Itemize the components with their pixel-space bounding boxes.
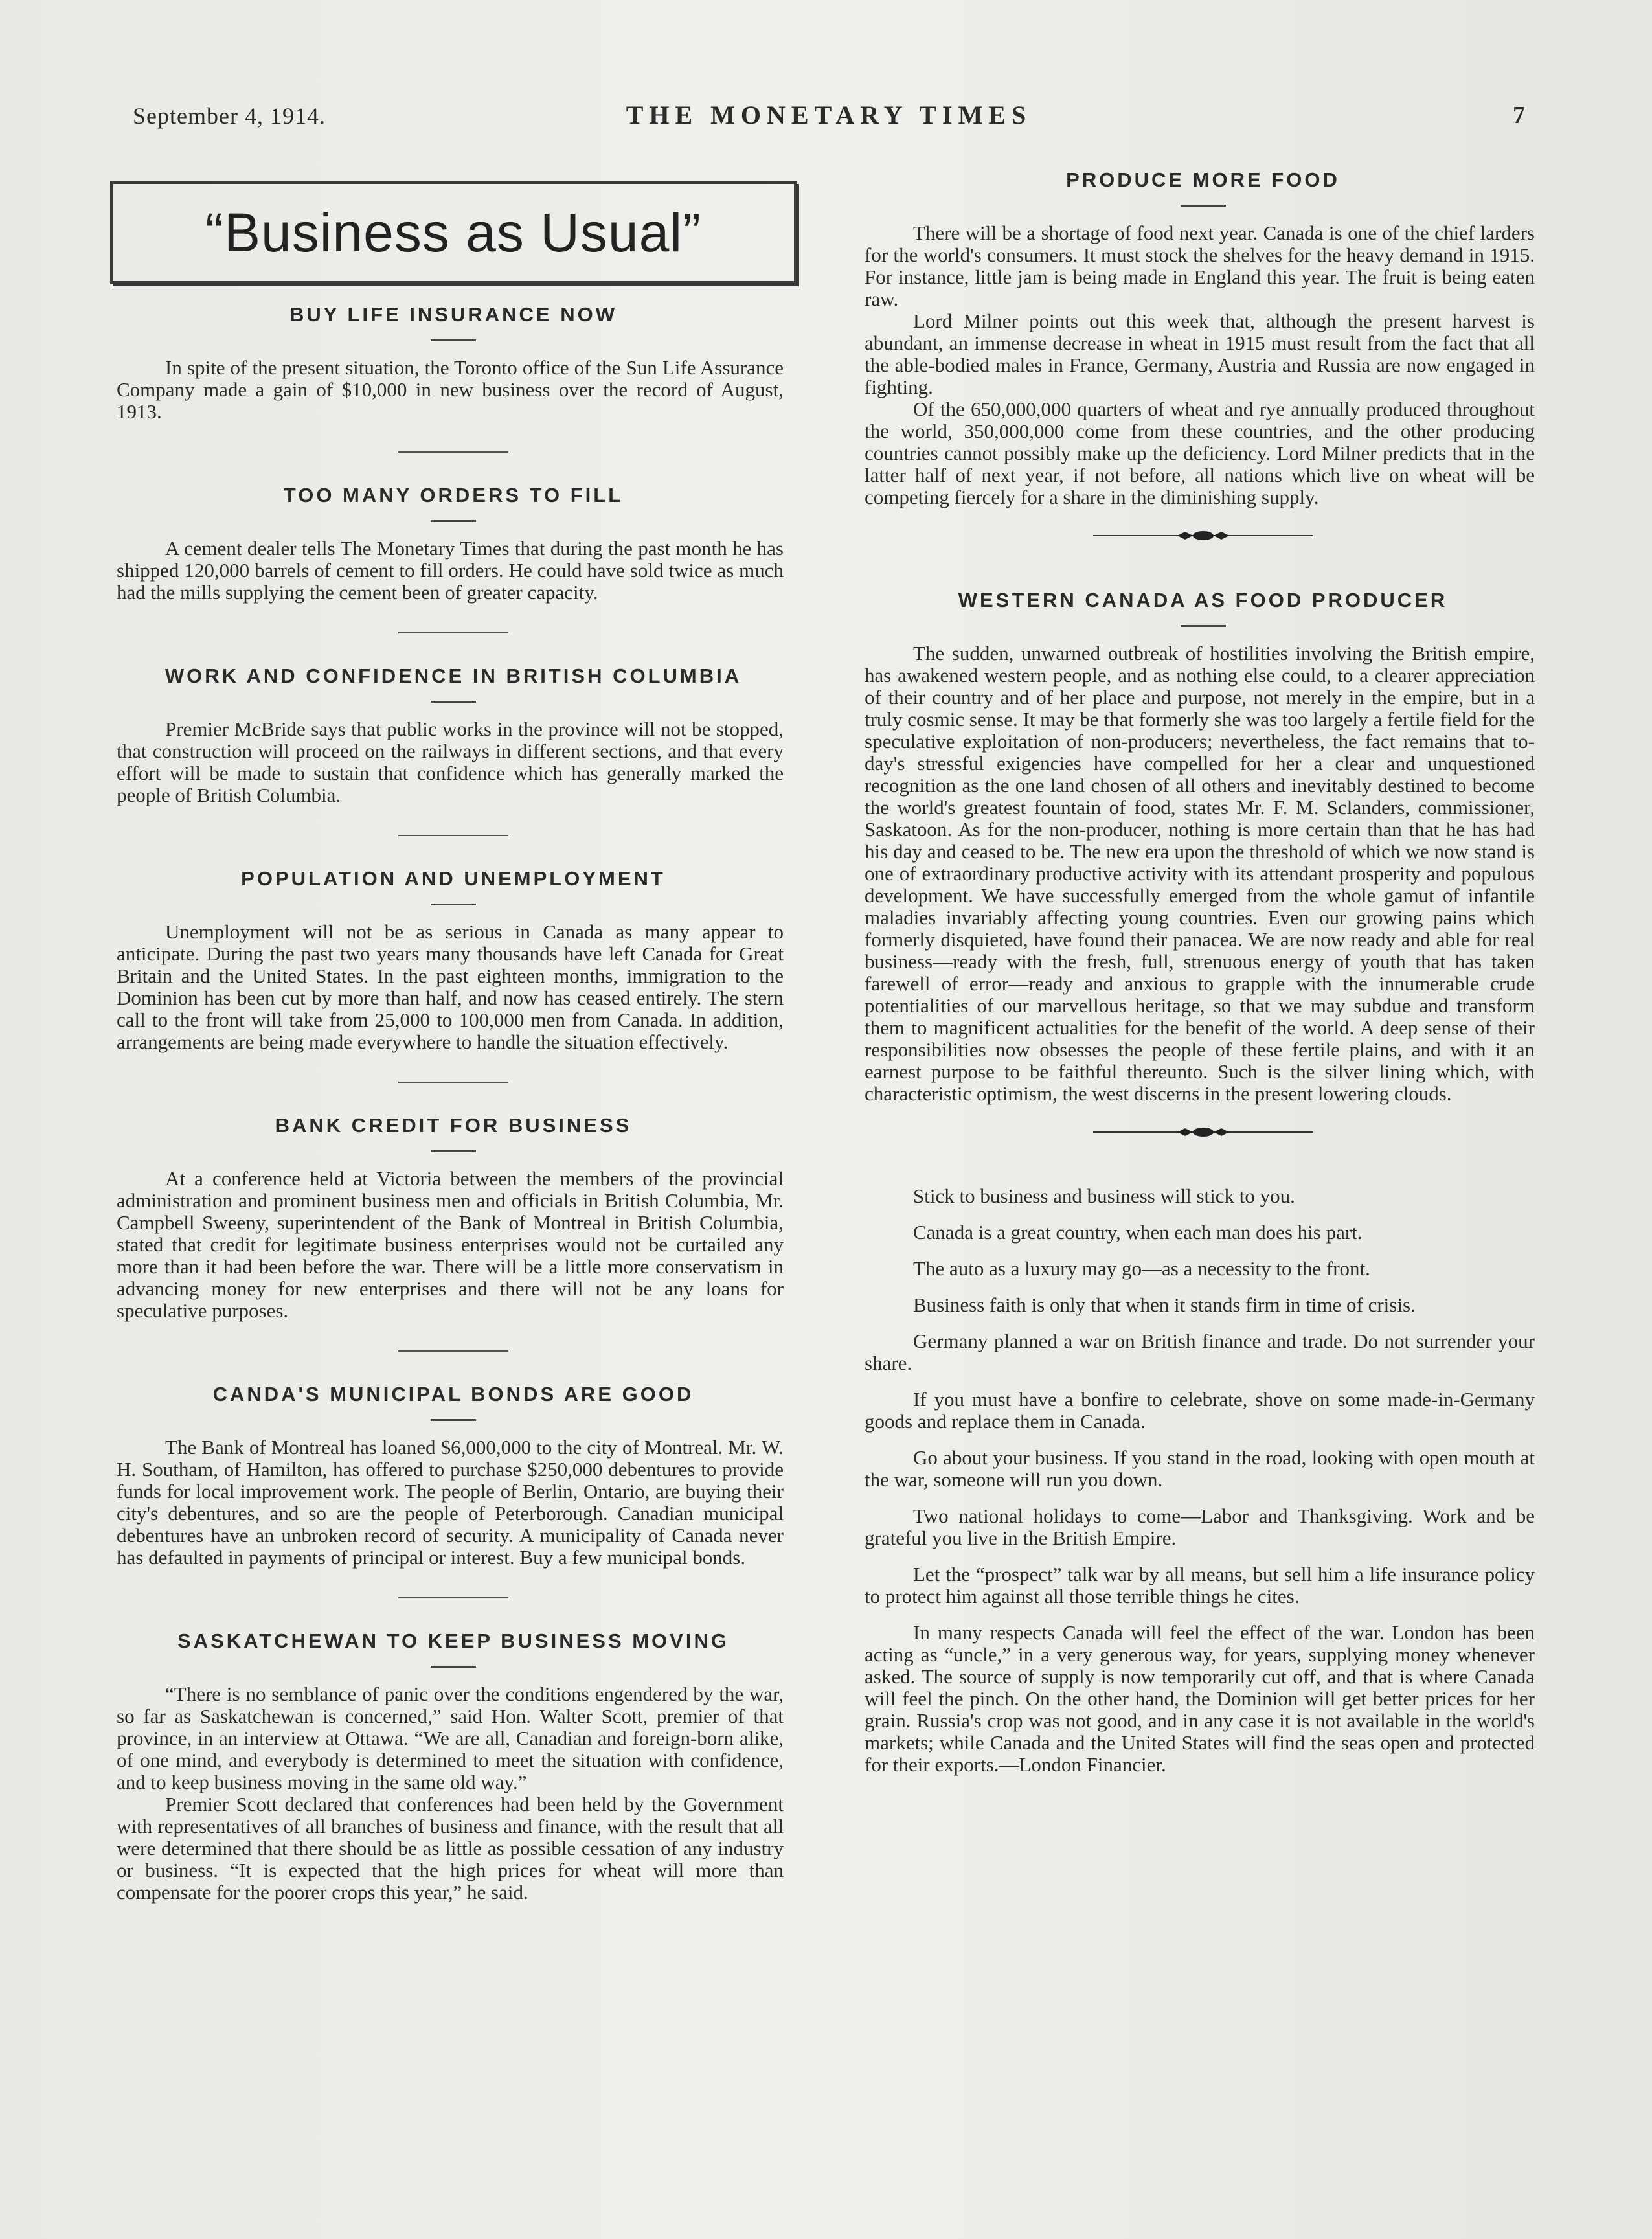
heading-rule [431, 701, 476, 703]
section-divider [398, 835, 508, 836]
article-heading: CANDA'S MUNICIPAL BONDS ARE GOOD [212, 1383, 694, 1405]
article-paragraph: Unemployment will not be as serious in Canada as many appear to anticipate. During the past two years many thousands have left Canada for Great Britain and the United States. In the past eighteen months, immigration to the Dominion has been cut by more than half, and now has ceased entirely. The stern call to the front will take from 25,000 to 100,000 men from Canada. In addition, arrangements are being made everywhere to handle the situation effectively. [117, 920, 784, 1053]
article-heading: BUY LIFE INSURANCE NOW [289, 303, 617, 326]
section-divider [398, 1082, 508, 1083]
ornament-divider [1093, 528, 1313, 543]
heading-rule [1181, 625, 1226, 627]
article-unemployment [110, 867, 797, 1053]
article-heading: BANK CREDIT FOR BUSINESS [275, 1114, 632, 1137]
heading-rule [431, 520, 476, 522]
article-heading: TOO MANY ORDERS TO FILL [283, 484, 624, 506]
maxim-item: The auto as a luxury may go—as a necessity to the front. [913, 1257, 1370, 1280]
article-heading: POPULATION AND UNEMPLOYMENT [241, 867, 666, 890]
article-paragraph: A cement dealer tells The Monetary Times that during the past month he has shipped 120,000 barrels of cement to fill orders. He could have sold twice as much had the mills supplying the cement been of greater capacity. [117, 537, 784, 604]
article-paragraph: At a conference held at Victoria between the members of the provincial administration and prominent business men and officials in British Columbia, Mr. Campbell Sweeny, superintendent of the Bank of Montreal in British Columbia, stated that credit for legitimate business enterprises would not be curtailed any more than it had been before the war. There will be a little more conservatism in advancing money for new enterprises and there will not be any loans for speculative purposes. [117, 1167, 784, 1322]
section-divider [398, 632, 508, 633]
article-paragraph: “There is no semblance of panic over the conditions engendered by the war, so far as Saskatchewan is concerned,” said Hon. Walter Scott, premier of that province, in an interview at Ottawa. “We are all, Canadian and foreign-born alike, of one mind, and everybody is determined to meet the situation with confidence, and to keep business moving in the same old way.” [117, 1683, 784, 1793]
maxim-item: If you must have a bonfire to celebrate, shove on some made-in-Germany goods and replace them in Canada. [865, 1388, 1535, 1433]
maxim-item: In many respects Canada will feel the effect of the war. London has been acting as “uncle,” in a very generous way, for years, supplying money whenever asked. The source of supply is now temporarily cut off, and that is where Canada will feel the pinch. On the other hand, the Dominion will get better prices for her grain. Russia's crop was not good, and in any case it is not available in the world's markets; while Canada and the United States will find the seas open and protected for their exports.—London Financier. [865, 1621, 1535, 1776]
article-heading: WORK AND CONFIDENCE IN BRITISH COLUMBIA [164, 665, 742, 687]
section-divider [398, 451, 508, 453]
heading-rule [431, 1666, 476, 1668]
left-column [110, 168, 797, 1919]
article-paragraph: Of the 650,000,000 quarters of wheat and rye annually produced throughout the world, 350,000,000 come from these countries, and the other producing countries cannot possibly make up the deficiency. Lord Milner predicts that in the latter half of next year, if not before, all nations which live on wheat will be competing fiercely for a share in the diminishing supply. [865, 398, 1535, 508]
heading-rule [431, 1419, 476, 1421]
section-divider [398, 1350, 508, 1352]
maxim-item: Stick to business and business will stick to you. [913, 1185, 1295, 1207]
banner-box [110, 181, 797, 284]
heading-rule [431, 1150, 476, 1152]
article-orders [110, 484, 797, 604]
maxim-item: Go about your business. If you stand in the road, looking with open mouth at the war, someone will run you down. [865, 1446, 1535, 1491]
business-maxims [858, 1185, 1548, 1776]
issue-date: September 4, 1914. [133, 103, 326, 129]
article-heading: WESTERN CANADA AS FOOD PRODUCER [958, 589, 1448, 611]
article-paragraph: Premier McBride says that public works in the province will not be stopped, that construction will proceed on the railways in different sections, and that every effort will be made to sustain that confidence which has generally marked the people of British Columbia. [117, 718, 784, 806]
article-municipal-bonds [110, 1383, 797, 1569]
heading-rule [431, 904, 476, 905]
article-heading: PRODUCE MORE FOOD [1066, 168, 1340, 191]
maxim-item: Canada is a great country, when each man does his part. [913, 1221, 1363, 1244]
heading-rule [431, 339, 476, 341]
heading-rule [1181, 205, 1226, 207]
article-produce-food [858, 168, 1548, 508]
article-life-insurance [110, 303, 797, 423]
article-saskatchewan [110, 1630, 797, 1904]
maxim-item: Two national holidays to come—Labor and Thanksgiving. Work and be grateful you live in the British Empire. [865, 1505, 1535, 1549]
section-divider [398, 1597, 508, 1598]
banner-title: “Business as Usual” [205, 202, 701, 263]
article-paragraph: In spite of the present situation, the Toronto office of the Sun Life Assurance Company made a gain of $10,000 in new business over the record of August, 1913. [117, 356, 784, 423]
maxim-item: Business faith is only that when it stands firm in time of crisis. [913, 1293, 1416, 1316]
maxim-item: Germany planned a war on British finance and trade. Do not surrender your share. [865, 1330, 1535, 1374]
article-heading: SASKATCHEWAN TO KEEP BUSINESS MOVING [177, 1630, 729, 1652]
ornament-divider [1093, 1124, 1313, 1140]
article-paragraph: Premier Scott declared that conferences had been held by the Government with representatives of all branches of business and finance, with the result that all were determined that there should be as little as possible cessation of any industry or business. “It is expected that the high prices for wheat will more than compensate for the poorer crops this year,” he said. [117, 1793, 784, 1904]
article-western-canada [858, 589, 1548, 1105]
page-number: 7 [1513, 102, 1525, 129]
article-bank-credit [110, 1114, 797, 1322]
right-column [858, 168, 1548, 1790]
article-paragraph: The sudden, unwarned outbreak of hostilities involving the British empire, has awakened western people, and as nothing else could, to a clearer appreciation of their country and of her place and purpose, not merely in the empire, but in a truly cosmic sense. It may be that formerly she was too largely a fertile field for the speculative exploitation of non-producers; nevertheless, the fact remains that to-day's stressful exigencies have compelled for her a clear and unquestioned recognition as the one land chosen of all others and inevitably destined to become the world's greatest fountain of food, states Mr. F. M. Sclanders, commissioner, Saskatoon. As for the non-producer, nothing is more certain than that he has had his day and ceased to be. The new era upon the threshold of which we now stand is one of extraordinary productive activity with its attendant prosperity and populous development. We have successfully emerged from the whole gamut of infantile maladies invariably affecting young countries. Even our growing pains which formerly disquieted, have found their panacea. We are now ready and able for real business—ready with the fresh, full, strenuous energy of youth that has taken farewell of error—ready and anxious to grapple with the innumerable crude potentialities of our marvellous heritage, so that we may subdue and transform them to magnificent actualities for the benefit of the world. A deep sense of their responsibilities now obsesses the people of these fertile plains, and with it an earnest purpose to be faithful thereunto. Such is the silver lining which, with characteristic optimism, the west discerns in the present lowering clouds. [865, 642, 1535, 1105]
article-british-columbia [110, 665, 797, 806]
article-paragraph: The Bank of Montreal has loaned $6,000,000 to the city of Montreal. Mr. W. H. Southam, of Hamilton, has offered to purchase $250,000 debentures to provide funds for local improvement work. The people of Berlin, Ontario, are buying their city's debentures, and so are the people of Peterborough. Canadian municipal debentures have an unbroken record of security. A municipality of Canada never has defaulted in payments of principal or interest. Buy a few municipal bonds. [117, 1436, 784, 1569]
publication-title: THE MONETARY TIMES [626, 100, 1032, 130]
running-head [133, 97, 1525, 136]
article-paragraph: There will be a shortage of food next year. Canada is one of the chief larders for the world's consumers. It must stock the shelves for the heavy demand in 1915. For instance, little jam is being made in England this year. The fruit is being eaten raw. [865, 222, 1535, 310]
maxim-item: Let the “prospect” talk war by all means, but sell him a life insurance policy to protect him against all those terrible things he cites. [865, 1563, 1535, 1608]
article-paragraph: Lord Milner points out this week that, although the present harvest is abundant, an immense decrease in wheat in 1915 must result from the fact that all the able-bodied males in France, Germany, Austria and Russia are now engaged in fighting. [865, 310, 1535, 398]
